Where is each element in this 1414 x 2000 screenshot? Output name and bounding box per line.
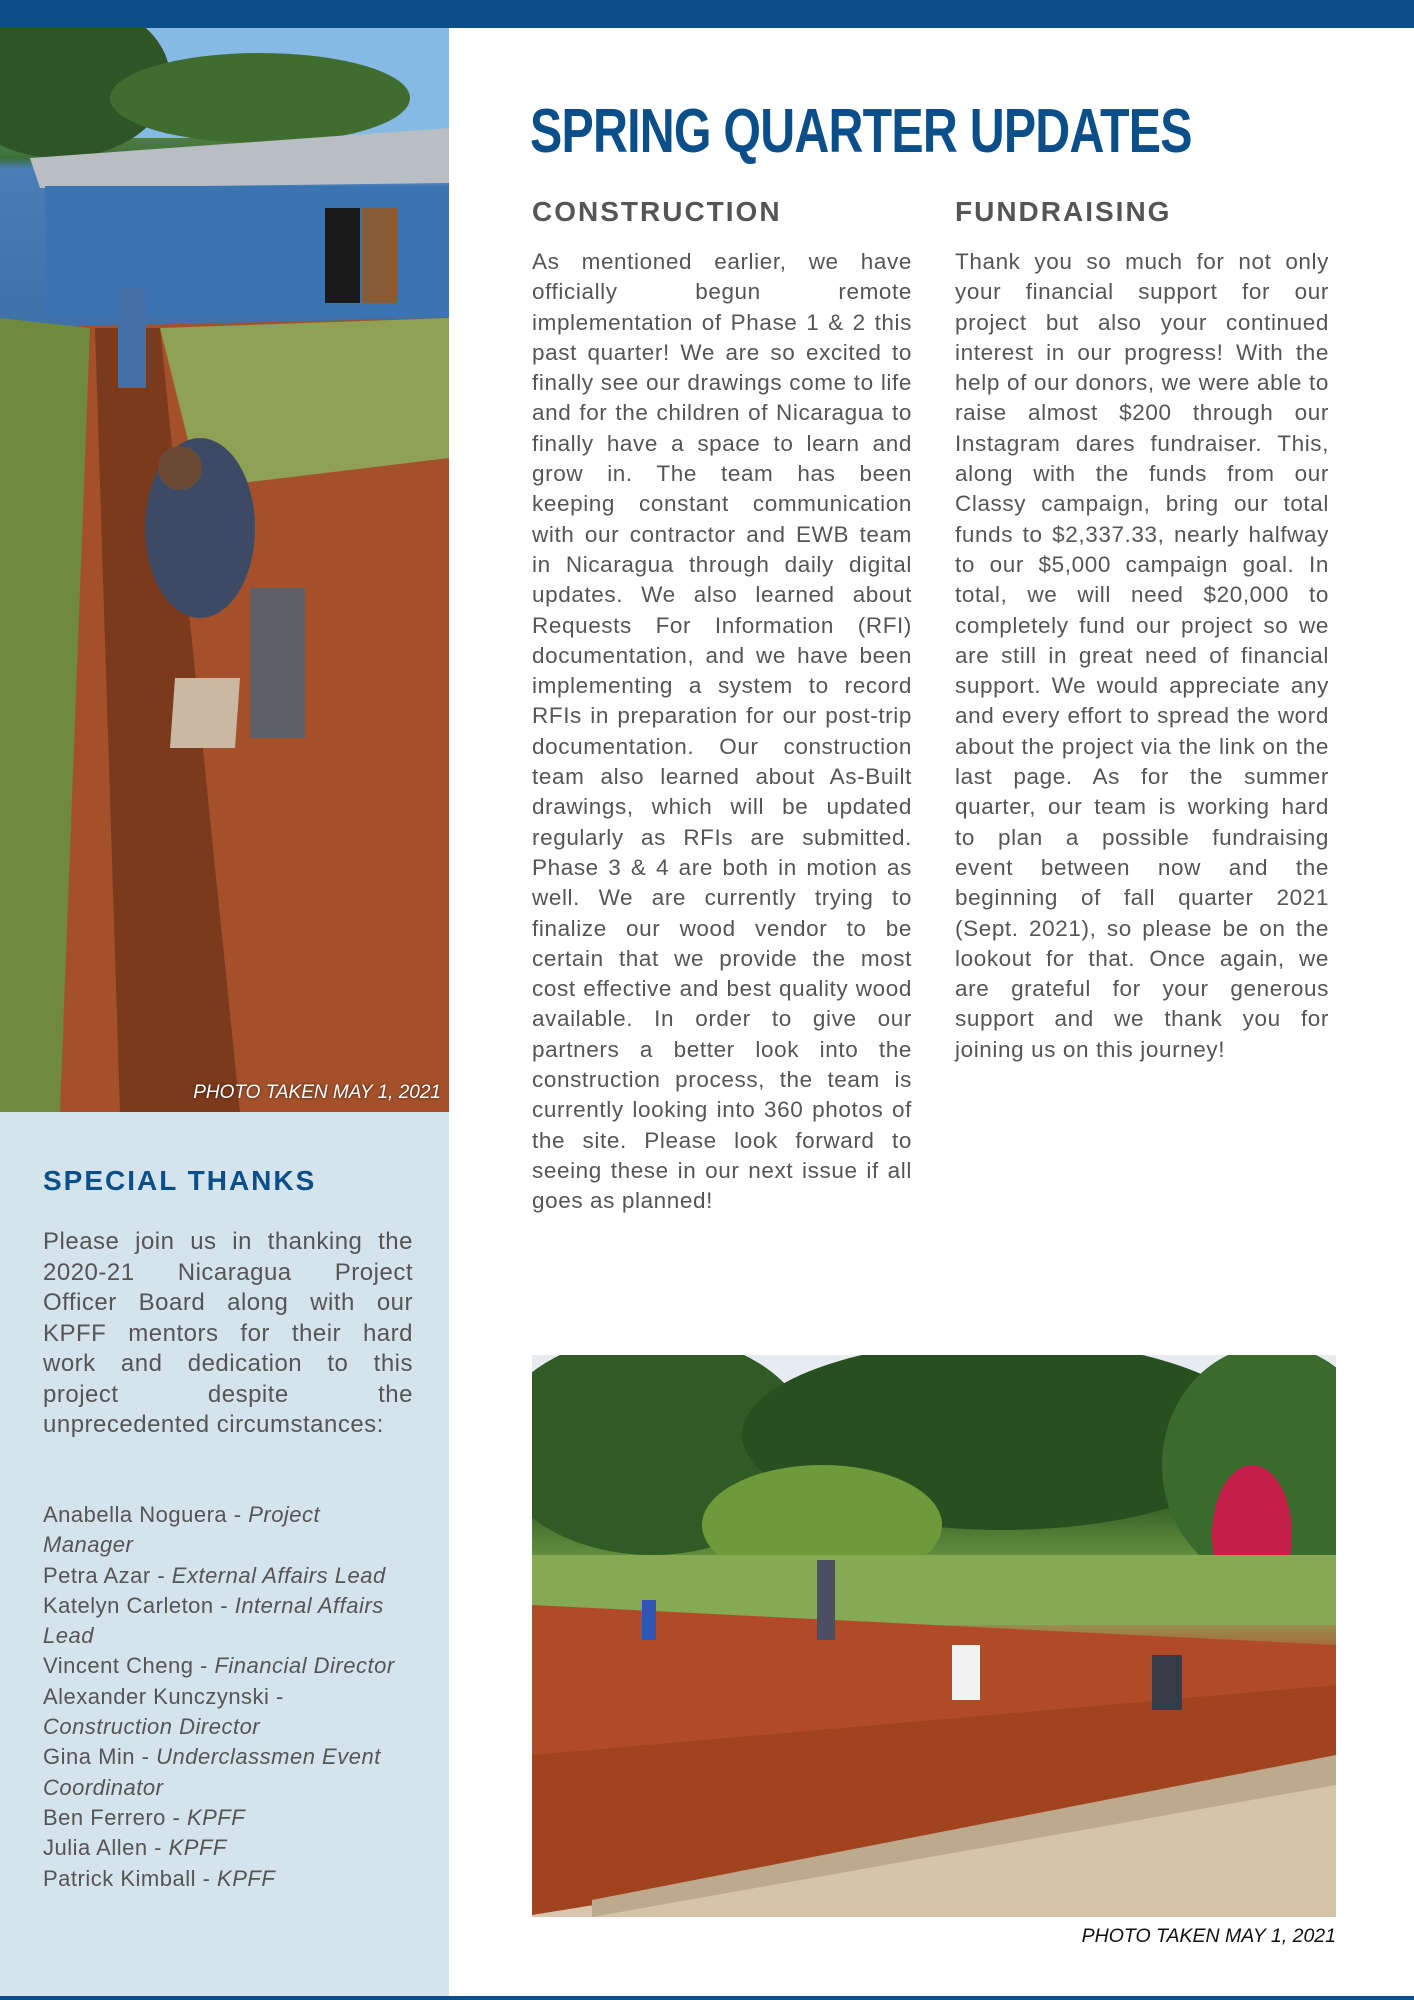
bottom-accent-line [0,1996,1414,2000]
officer-name: Anabella Noguera - [43,1502,249,1527]
officer-name: Ben Ferrero - [43,1804,187,1830]
officer-name: Petra Azar - [43,1562,172,1588]
officer-name: Gina Min - [43,1744,157,1770]
officer-entry [43,1561,413,1591]
officer-role: KPFF [217,1865,276,1891]
officer-role: Construction Director [43,1714,261,1740]
site-photo-illustration [532,1355,1336,1917]
officer-entry [43,1803,413,1833]
left-photo-caption: PHOTO TAKEN MAY 1, 2021 [193,1082,441,1103]
officer-entry [43,1864,413,1894]
officer-name: Alexander Kunczynski - [43,1683,284,1709]
officer-role: Underclassmen Event Coordinator [43,1744,381,1800]
officer-entry [43,1682,413,1743]
trench-photo-illustration [0,28,449,1112]
officer-role: KPFF [168,1835,227,1861]
fundraising-heading: FUNDRAISING [955,196,1172,227]
officer-entry [43,1591,413,1652]
officer-role: KPFF [186,1804,246,1830]
fundraising-body: Thank you so much for not only your financial support for our project but also your continued interest in our progress! With the help of our donors, we were able to raise almost $200 through our Instagram dares fundraiser. This, along with the funds from our Classy campaign, bring our total funds to $2,337.33, nearly halfway to our $5,000 campaign goal. In total, we will need $20,000 to completely fund our project so we are still in great need of financial support. We would appreciate any and every effort to spread the word about the project via the link on the last page. As for the summer quarter, our team is working hard to plan a possible fundraising event between now and the beginning of fall quarter 2021 (Sept. 2021), so please be on the lookout for that. Once again, we are grateful for your generous support and we thank you for joining us on this journey! [955,249,1329,1062]
site-excavation-photo [532,1355,1336,1917]
officer-entry [43,1742,413,1803]
officer-role: Internal Affairs Lead [43,1592,384,1649]
page-title: SPRING QUARTER UPDATES [530,97,1192,166]
construction-heading: CONSTRUCTION [532,196,782,227]
officer-role: External Affairs Lead [171,1562,386,1588]
officer-name: Patrick Kimball - [43,1865,218,1891]
construction-body: As mentioned earlier, we have officially begun remote implementation of Phase 1 & 2 this past quarter! We are so excited to finally see our drawings come to life and for the children of Nicaragua to finally have a space to learn and grow in. The team has been keeping constant communication with our contractor and EWB team in Nicaragua through daily digital updates. We also learned about Requests For Information (RFI) documentation, and we have been implementing a system to record RFIs in preparation for our post-trip documentation. Our construction team also learned about As-Built drawings, which will be updated regularly as RFIs are submitted. Phase 3 & 4 are both in motion as well. We are currently trying to finalize our wood vendor to be certain that we provide the most cost effective and best quality wood available. In order to give our partners a better look into the construction process, the team is currently looking into 360 photos of the site. Please look forward to seeing these in our next issue if all goes as planned! [532,249,912,1214]
officer-entry [43,1500,413,1561]
officer-role: Project Manager [43,1502,321,1558]
officer-entry [43,1651,413,1681]
officer-list [43,1500,413,1894]
officer-role: Financial Director [214,1653,395,1679]
trench-photo [0,28,449,1112]
bottom-photo-caption: PHOTO TAKEN MAY 1, 2021 [1081,1925,1336,1947]
special-thanks-title: SPECIAL THANKS [43,1165,317,1196]
officer-name: Vincent Cheng - [43,1653,215,1679]
officer-entry [43,1833,413,1863]
top-accent-bar [0,0,1414,28]
special-thanks-intro: Please join us in thanking the 2020-21 Nicaragua Project Officer Board along with our KPFF mentors for their hard work and dedication to this project despite the unprecedented circumstances: [43,1228,413,1438]
officer-name: Julia Allen - [43,1835,169,1861]
officer-name: Katelyn Carleton - [43,1592,235,1618]
